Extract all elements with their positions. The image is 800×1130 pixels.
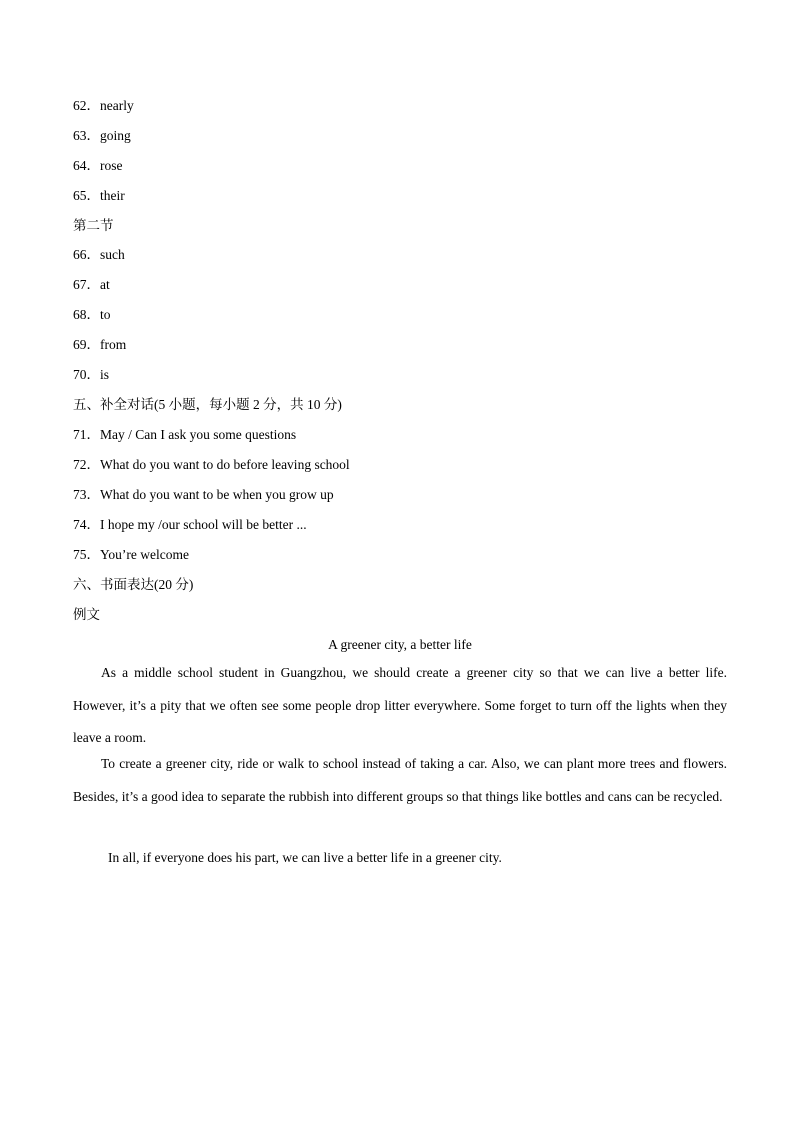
answer-text: What do you want to be when you grow up: [100, 487, 334, 502]
answer-item-66: [73, 246, 125, 264]
answer-item-75: [73, 546, 189, 564]
answer-item-65: [73, 187, 125, 205]
answer-number: 70．: [73, 367, 100, 382]
answer-text: What do you want to do before leaving school: [100, 457, 350, 472]
answer-text: I hope my /our school will be better ...: [100, 517, 307, 532]
answer-text: is: [100, 367, 110, 382]
answer-item-72: [73, 456, 350, 474]
answer-item-68: [73, 306, 111, 324]
answer-item-71: [73, 426, 296, 444]
answer-item-73: [73, 486, 334, 504]
essay-paragraph-1: As a middle school student in Guangzhou, we should create a greener city so that we can live a better life. However, it’s a pity that we often see some people drop litter everywhere. Some forget to turn off the lights when they leave a room.: [73, 665, 727, 745]
answer-number: 67．: [73, 277, 100, 292]
section-6-heading: 六、书面表达(20 分): [73, 577, 194, 592]
answer-text: their: [100, 188, 125, 203]
answer-number: 63．: [73, 128, 100, 143]
answer-item-62: [73, 97, 134, 115]
answer-number: 74．: [73, 517, 100, 532]
answer-number: 72．: [73, 457, 100, 472]
section-2-heading: 第二节: [73, 218, 114, 233]
answer-item-64: [73, 157, 123, 175]
answer-number: 66．: [73, 247, 100, 262]
answer-number: 75．: [73, 547, 100, 562]
answer-text: rose: [100, 158, 123, 173]
answer-item-69: [73, 336, 126, 354]
answer-number: 69．: [73, 337, 100, 352]
answer-text: to: [100, 307, 111, 322]
answer-item-67: [73, 276, 110, 294]
sample-essay-label: 例文: [73, 607, 100, 622]
answer-text: going: [100, 128, 131, 143]
answer-number: 64．: [73, 158, 100, 173]
answer-item-63: [73, 127, 131, 145]
answer-text: nearly: [100, 98, 134, 113]
answer-number: 65．: [73, 188, 100, 203]
answer-text: from: [100, 337, 127, 352]
answer-item-74: [73, 516, 307, 534]
answer-number: 73．: [73, 487, 100, 502]
answer-text: at: [100, 277, 110, 292]
essay-paragraph-2: To create a greener city, ride or walk to school instead of taking a car. Also, we can plant more trees and flowers. Besides, it’s a good idea to separate the rubbish into different groups so that things like bottles and cans can be recycled.: [73, 756, 727, 804]
section-5-heading: 五、补全对话(5 小题，每小题 2 分，共 10 分): [73, 397, 342, 412]
essay-paragraph-3: In all, if everyone does his part, we can live a better life in a greener city.: [108, 850, 502, 865]
answer-text: You’re welcome: [100, 547, 189, 562]
answer-text: May / Can I ask you some questions: [100, 427, 297, 442]
essay-title: A greener city, a better life: [328, 637, 472, 652]
answer-number: 68．: [73, 307, 100, 322]
answer-number: 62．: [73, 98, 100, 113]
answer-item-70: [73, 366, 109, 384]
answer-text: such: [100, 247, 125, 262]
answer-number: 71．: [73, 427, 100, 442]
